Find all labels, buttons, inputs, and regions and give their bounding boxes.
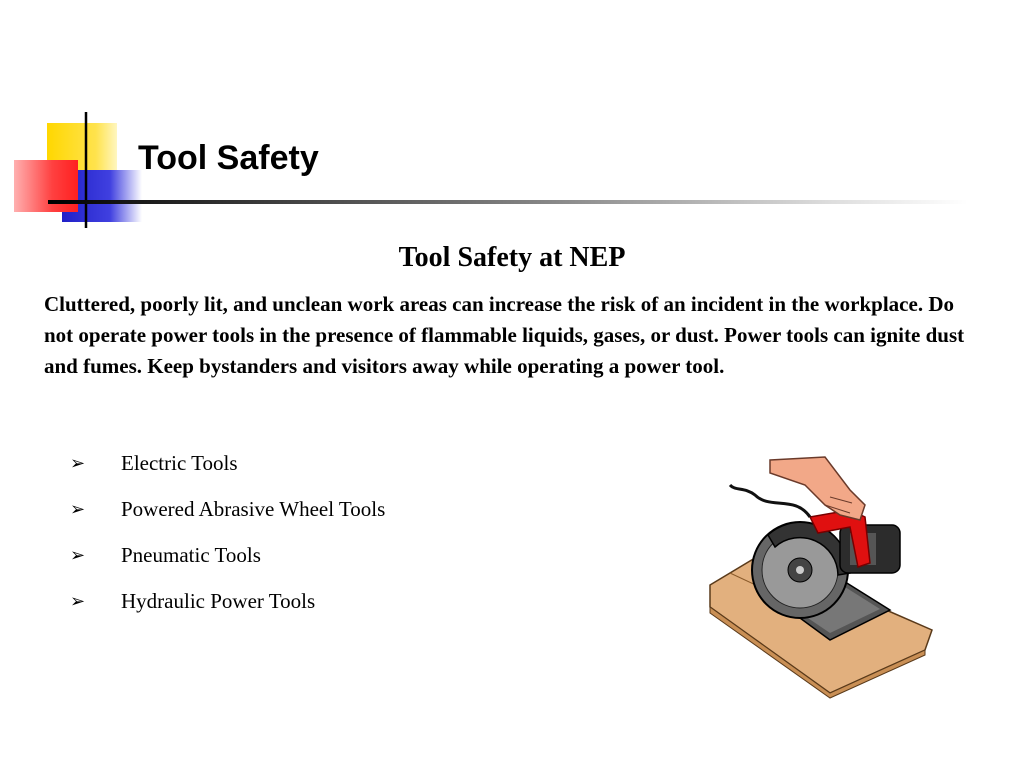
arrow-bullet-icon: ➢ <box>70 544 86 565</box>
red-square <box>14 160 78 212</box>
list-item <box>70 578 385 624</box>
list-item <box>70 440 385 486</box>
title-underline <box>48 200 968 204</box>
safety-paragraph: Cluttered, poorly lit, and unclean work areas can increase the risk of an incident in the workplace. Do not operate power tools in the presence of flammable liquids, gases, or dust. Power tools can ignite dust and fumes. Keep bystanders and visitors away while operating a power tool. <box>44 292 965 378</box>
list-item-label: Powered Abrasive Wheel Tools <box>121 496 386 521</box>
corner-decoration <box>0 0 200 240</box>
arrow-bullet-icon: ➢ <box>70 498 86 519</box>
arrow-bullet-icon: ➢ <box>70 590 86 611</box>
list-item <box>70 532 385 578</box>
tool-list <box>70 440 385 624</box>
slide-title: Tool Safety <box>138 139 319 177</box>
list-item-label: Hydraulic Power Tools <box>121 588 316 613</box>
list-item-label: Electric Tools <box>121 450 238 475</box>
arrow-bullet-icon: ➢ <box>70 452 86 473</box>
section-heading: Tool Safety at NEP <box>398 242 626 273</box>
list-item-label: Pneumatic Tools <box>121 542 261 567</box>
list-item <box>70 486 385 532</box>
circular-saw-illustration <box>700 455 945 700</box>
